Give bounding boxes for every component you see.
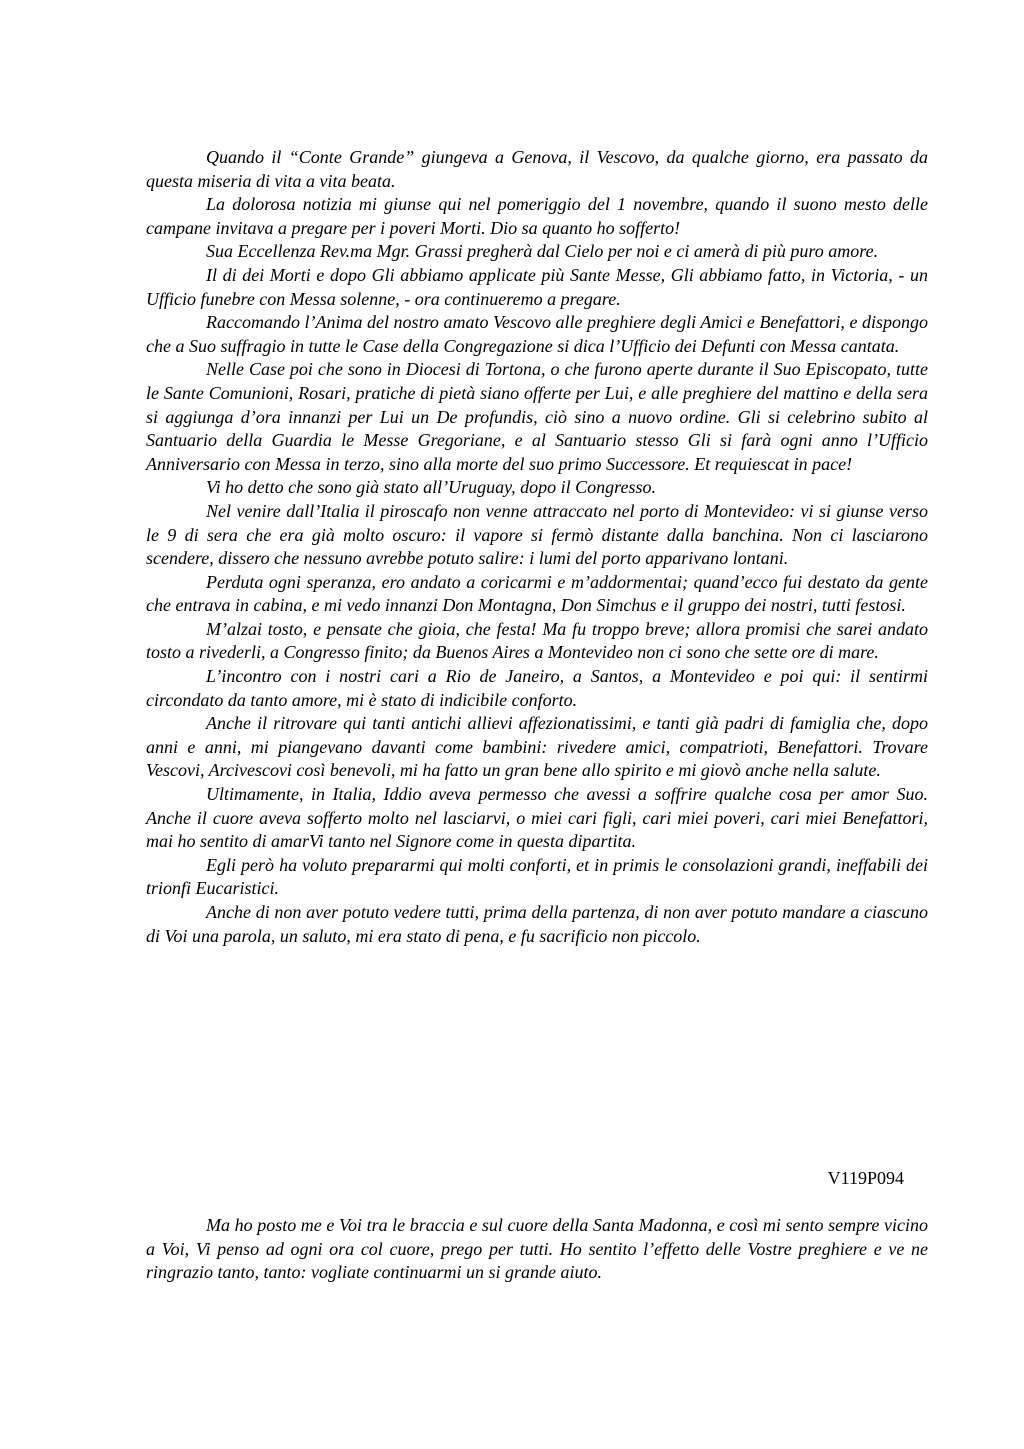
paragraph: Sua Eccellenza Rev.ma Mgr. Grassi pregherà dal Cielo per noi e ci amerà di più puro amore. xyxy=(206,241,879,262)
paragraph: Raccomando l’Anima del nostro amato Vescovo alle preghiere degli Amici e Benefattori, e dispongo che a Suo suffragio in tutte le Case della Congregazione si dica l’Ufficio dei Defunti con Messa cantata. xyxy=(146,312,928,356)
paragraph: M’alzai tosto, e pensate che gioia, che festa! Ma fu troppo breve; allora promisi che sarei andato tosto a rivederli, a Congresso finito; da Buenos Aires a Montevideo non ci sono che sette ore di mare. xyxy=(146,618,928,663)
paragraph: La dolorosa notizia mi giunse qui nel pomeriggio del 1 novembre, quando il suono mesto delle campane invitava a pregare per i poveri Morti. Dio sa quanto ho sofferto! xyxy=(146,194,928,238)
paragraph: Anche il ritrovare qui tanti antichi allievi affezionatissimi, e tanti già padri di famiglia che, dopo anni e anni, mi piangevano davanti come bambini: rivedere amici, compatrioti, Benefattori. Trovare Vescovi, Arcivescovi così benevoli, mi ha fatto un gran bene allo spirito e mi giovò anche nella salute. xyxy=(146,713,928,781)
letter-closing xyxy=(146,1214,928,1285)
paragraph: Perduta ogni speranza, ero andato a coricarmi e m’addormentai; quand’ecco fui destato da gente che entrava in cabina, e mi vedo innanzi Don Montagna, Don Simchus e il gruppo dei nostri, tutti festosi. xyxy=(146,571,928,616)
paragraph: Quando il “Conte Grande” giungeva a Genova, il Vescovo, da qualche giorno, era passato da questa miseria di vita a vita beata. xyxy=(146,147,928,191)
paragraph: Vi ho detto che sono già stato all’Uruguay, dopo il Congresso. xyxy=(206,477,656,498)
paragraph: Il di dei Morti e dopo Gli abbiamo applicate più Sante Messe, Gli abbiamo fatto, in Victoria, - un Ufficio funebre con Messa solenne, - ora continueremo a pregare. xyxy=(146,264,928,309)
paragraph: Ma ho posto me e Voi tra le braccia e sul cuore della Santa Madonna, e così mi sento sempre vicino a Voi, Vi penso ad ogni ora col cuore, prego per tutti. Ho sentito l’effetto delle Vostre preghiere e ve ne ringrazio tanto, tanto: vogliate continuarmi un si grande aiuto. xyxy=(146,1215,928,1283)
paragraph: Nel venire dall’Italia il piroscafo non venne attraccato nel porto di Montevideo: vi si giunse verso le 9 di sera che era già molto oscuro: il vapore si fermò distante dalla banchina. Non ci lasciarono scendere, dissero che nessuno avrebbe potuto salire: i lumi del porto apparivano lontani. xyxy=(146,500,928,569)
page-reference: V119P094 xyxy=(827,1168,904,1188)
paragraph: L’incontro con i nostri cari a Rio de Janeiro, a Santos, a Montevideo e poi qui: il sentirmi circondato da tanto amore, mi è stato di indicibile conforto. xyxy=(146,666,928,710)
letter-body xyxy=(146,146,928,948)
paragraph: Ultimamente, in Italia, Iddio aveva permesso che avessi a soffrire qualche cosa per amor Suo. Anche il cuore aveva sofferto molto nel lasciarvi, o miei cari figli, cari miei poveri, cari miei Benefattori, mai ho sentito di amarVi tanto nel Signore come in questa dipartita. xyxy=(146,784,928,852)
paragraph: Nelle Case poi che sono in Diocesi di Tortona, o che furono aperte durante il Suo Episcopato, tutte le Sante Comunioni, Rosari, pratiche di pietà siano offerte per Lui, e alle preghiere del mattino e della sera si aggiunga d’ora innanzi per Lui un De profundis, ciò sino a nuovo ordine. Gli si celebrino subito al Santuario della Guardia le Messe Gregoriane, e al Santuario stesso Gli si farà ogni anno l’Ufficio Anniversario con Messa in terzo, sino alla morte del suo primo Successore. Et requiescat in pace! xyxy=(146,359,928,474)
paragraph: Anche di non aver potuto vedere tutti, prima della partenza, di non aver potuto mandare a ciascuno di Voi una parola, un saluto, mi era stato di pena, e fu sacrificio non piccolo. xyxy=(146,902,928,946)
paragraph: Egli però ha voluto prepararmi qui molti conforti, et in primis le consolazioni grandi, ineffabili dei trionfi Eucaristici. xyxy=(146,854,928,899)
